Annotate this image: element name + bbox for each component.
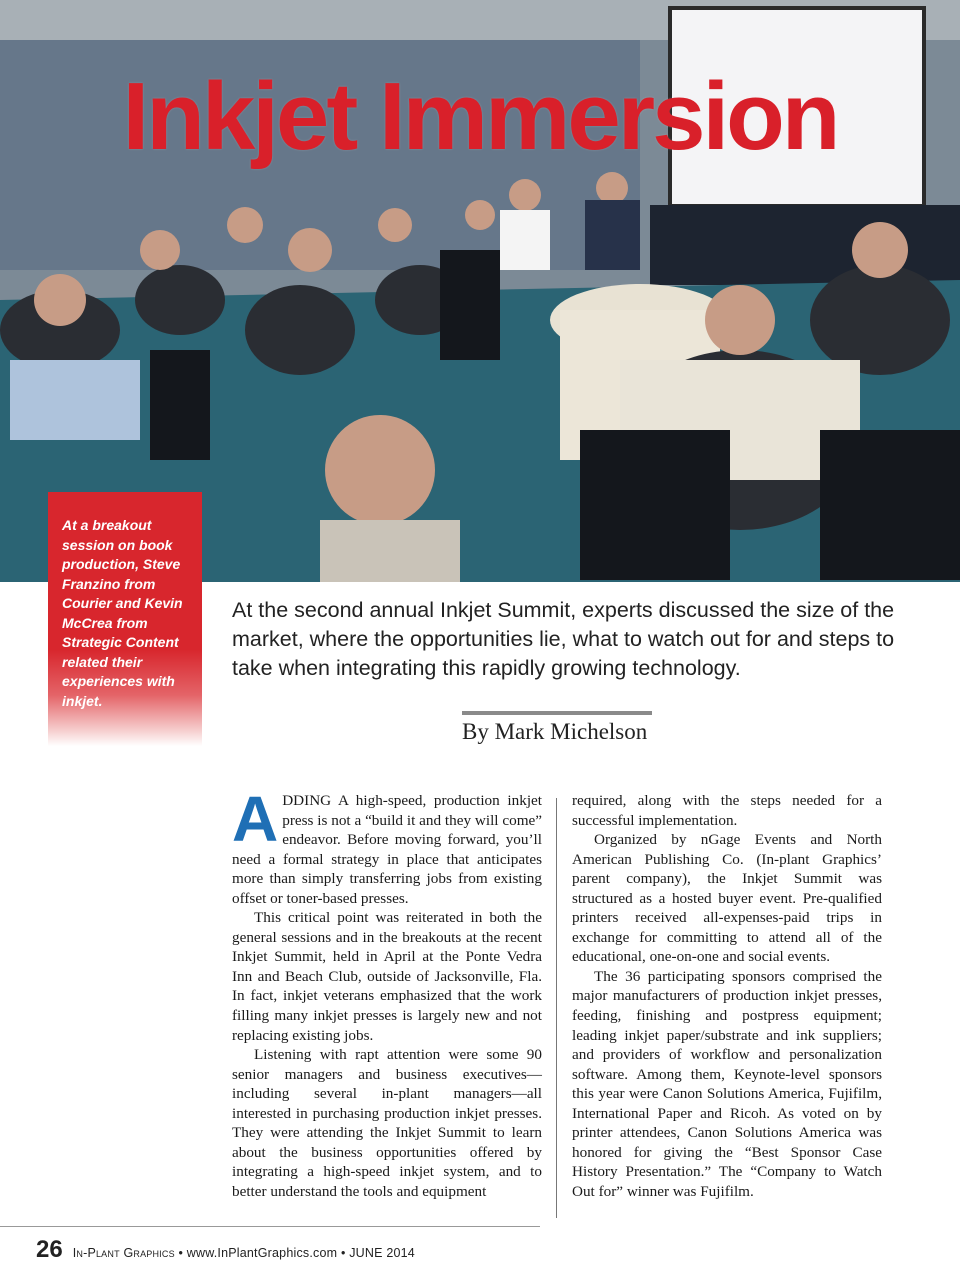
article-deck: At the second annual Inkjet Summit, experts discussed the size of the market, where the opportunities lie, what to watch out for and steps to take when integrating this rapidly growing technology. <box>232 598 895 680</box>
article-paragraph: The 36 participating sponsors comprised the major manufacturers of production inkjet presses, feeding, finishing and postpress equipment; leading inkjet paper/substrate and ink suppliers; and providers of workflow and personalization software. Among them, Keynote-level sponsors this year were Canon Solutions America, Fujifilm, International Paper and Ricoh. As voted on by printer attendees, Canon Solutions America was honored for giving the “Best Sponsor Case History Presentation.” The “Company to Watch Out for” winner was Fujifilm. <box>572 967 882 1200</box>
article-column-left <box>232 783 542 1201</box>
footer-rule <box>0 1226 540 1227</box>
article-column-right <box>572 791 882 1201</box>
article-headline: Inkjet Immersion <box>122 63 838 170</box>
footer-separator: • <box>178 1246 184 1260</box>
article-paragraph: Listening with rapt attention were some 90 senior managers and business executives—including several in-plant managers—all interested in purchasing production inkjet presses. They were attending the Inkjet Summit to learn about the business opportunities offered by integrating a high-speed inkjet system, and to better understand the tools and equipment <box>232 1046 542 1200</box>
article-paragraph: This critical point was reiterated in both the general sessions and in the breakouts at the recent Inkjet Summit, held in April at the Ponte Vedra Inn and Beach Club, outside of Jacksonville, Fla. In fact, inkjet veterans emphasized that the work filling many inkjet presses is largely new and not replacing existing jobs. <box>232 909 542 1044</box>
footer-text <box>73 1246 415 1260</box>
photo-caption: At a breakout session on book production, Steve Franzino from Courier and Kevin McCrea from Strategic Content related their experiences with inkjet. <box>62 517 183 709</box>
footer-separator: • <box>340 1246 346 1260</box>
photo-caption-box <box>48 492 202 746</box>
publication-url[interactable]: www.InPlantGraphics.com <box>186 1246 338 1260</box>
byline: By Mark Michelson <box>462 719 648 744</box>
column-divider <box>556 798 557 1218</box>
article-paragraph: Organized by nGage Events and North American Publishing Co. (In-plant Graphics’ parent company), the Inkjet Summit was structured as a hosted buyer event. Pre-qualified printers received all-expenses-paid trips in exchange for committing to attend all of the educational, one-on-one and social events. <box>572 831 882 966</box>
drop-cap: A <box>232 783 279 855</box>
page-number: 26 <box>36 1236 63 1263</box>
issue-date: JUNE 2014 <box>349 1246 415 1260</box>
publication-name: In-Plant Graphics <box>72 1246 175 1260</box>
article-paragraph: ADDING A high-speed, production inkjet press is not a “build it and they will come” endeavor. Before moving forward, you’ll need a formal strategy in place that anticipates more than simply transferring jobs from existing offset or toner-based presses. <box>232 783 542 907</box>
page-footer <box>36 1236 415 1266</box>
byline-divider <box>462 711 652 715</box>
article-paragraph: required, along with the steps needed for a successful implementation. <box>572 792 882 829</box>
